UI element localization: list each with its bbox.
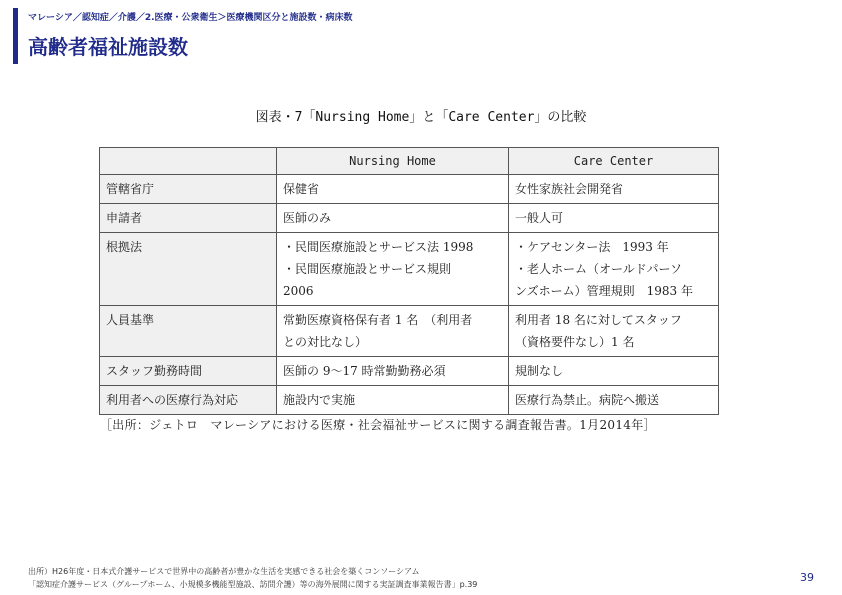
footnote (28, 565, 477, 591)
row-label: スタッフ勤務時間 (100, 357, 277, 386)
row-label: 根拠法 (100, 233, 277, 306)
care-center-cell (509, 386, 719, 415)
table-row (100, 175, 719, 204)
row-label: 人員基準 (100, 306, 277, 357)
cell-line: ・老人ホーム（オールドパーソ (515, 262, 683, 276)
care-center-cell (509, 204, 719, 233)
cell-line: ・民間医療施設とサービス法 1998 (283, 240, 474, 254)
column-header: Nursing Home (277, 148, 509, 175)
cell-line: （資格要件なし）1 名 (515, 335, 635, 349)
figure-title: 図表・7「Nursing Home」と「Care Center」の比較 (255, 110, 587, 125)
cell-line: 保健省 (283, 182, 320, 196)
cell-line: ・民間医療施設とサービス規則 (283, 262, 452, 276)
comparison-table (99, 147, 719, 415)
cell-line: 2006 (283, 284, 314, 298)
row-label: 利用者への医療行為対応 (100, 386, 277, 415)
nursing-home-cell (277, 204, 509, 233)
figure-source: ［出所：ジェトロ マレーシアにおける医療・社会福祉サービスに関する調査報告書。1月2014年］ (100, 418, 656, 432)
header-accent-bar (13, 8, 18, 64)
table-row (100, 386, 719, 415)
cell-line: 規制なし (515, 364, 564, 378)
cell-line: ンズホーム）管理規則 1983 年 (515, 284, 693, 298)
table-row (100, 306, 719, 357)
nursing-home-cell (277, 386, 509, 415)
table-row (100, 233, 719, 306)
nursing-home-cell (277, 357, 509, 386)
care-center-cell (509, 306, 719, 357)
nursing-home-cell (277, 175, 509, 204)
care-center-cell (509, 357, 719, 386)
row-label: 申請者 (100, 204, 277, 233)
cell-line: 一般人可 (515, 211, 564, 225)
page-title: 高齢者福祉施設数 (28, 35, 188, 59)
table-row (100, 357, 719, 386)
table-header-row (100, 148, 719, 175)
footnote-line: 「認知症介護サービス（グループホーム、小規模多機能型施設、訪問介護）等の海外展開に関する実証調査事業報告書」p.39 (28, 580, 478, 589)
cell-line: 女性家族社会開発省 (515, 182, 624, 196)
cell-line: 医師のみ (283, 211, 332, 225)
row-label: 管轄省庁 (100, 175, 277, 204)
cell-line: 利用者 18 名に対してスタッフ (515, 313, 682, 327)
footnote-line: 出所）H26年度・日本式介護サービスで世界中の高齢者が豊かな生活を実感できる社会を築くコンソーシアム (28, 567, 420, 576)
care-center-cell (509, 175, 719, 204)
care-center-cell (509, 233, 719, 306)
cell-line: ・ケアセンター法 1993 年 (515, 240, 669, 254)
column-header: Care Center (509, 148, 719, 175)
table-row (100, 204, 719, 233)
column-header (100, 148, 277, 175)
cell-line: 常勤医療資格保有者 1 名 （利用者 (283, 313, 473, 327)
breadcrumb: マレーシア／認知症／介護／2.医療・公衆衛生＞医療機関区分と施設数・病床数 (28, 13, 353, 23)
cell-line: との対比なし） (283, 335, 368, 349)
nursing-home-cell (277, 306, 509, 357)
cell-line: 施設内で実施 (283, 393, 356, 407)
cell-line: 医療行為禁止。病院へ搬送 (515, 393, 660, 407)
page-number: 39 (800, 571, 814, 584)
cell-line: 医師の 9～17 時常勤勤務必須 (283, 364, 446, 378)
nursing-home-cell (277, 233, 509, 306)
